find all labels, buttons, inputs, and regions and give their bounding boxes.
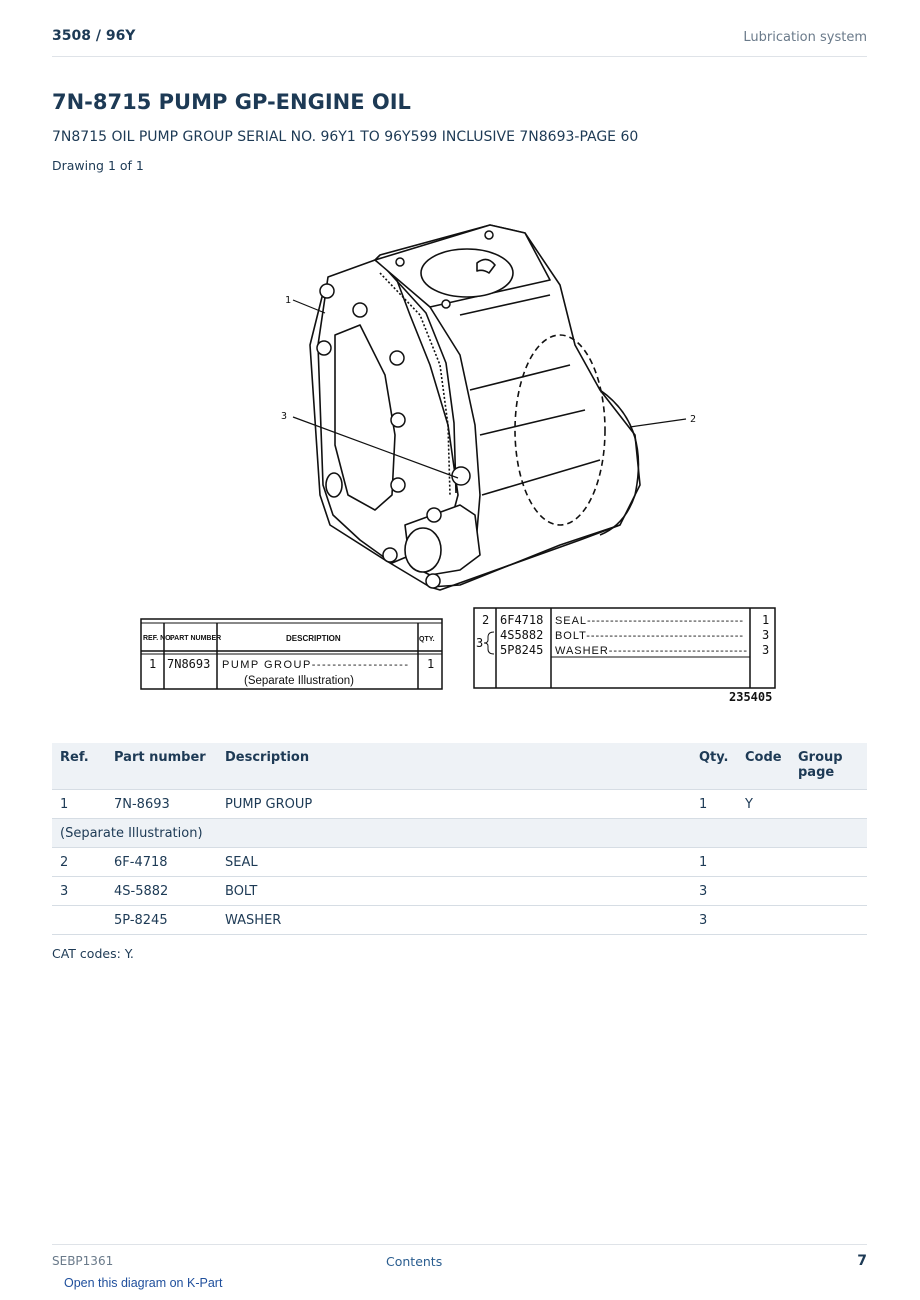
cell-group-page	[790, 790, 867, 819]
fig-left-part: 7N8693	[167, 657, 211, 671]
col-part-number: Part number	[106, 743, 217, 790]
cell-group-page	[790, 906, 867, 935]
fig-header-part: PART NUMBER	[170, 635, 222, 642]
fig-right-qty-1: 1	[762, 613, 770, 627]
cell-description: PUMP GROUP	[217, 790, 691, 819]
fig-left-note: (Separate Illustration)	[244, 675, 354, 687]
cell-note: (Separate Illustration)	[52, 819, 867, 848]
col-description: Description	[217, 743, 691, 790]
fig-header-ref: REF. NO.	[143, 635, 173, 642]
fig-left-desc: PUMP GROUP-------------------	[222, 659, 408, 671]
cell-ref: 3	[52, 877, 106, 906]
table-row	[52, 877, 867, 906]
illustration-number: 235405	[729, 690, 773, 704]
fig-right-desc-3: WASHER------------------------------	[555, 645, 747, 657]
cell-qty: 1	[691, 848, 737, 877]
cell-part-number: 7N-8693	[106, 790, 217, 819]
parts-table-header	[52, 743, 867, 790]
document-id: SEBP1361	[52, 1254, 114, 1268]
cell-code: Y	[737, 790, 790, 819]
cell-code	[737, 906, 790, 935]
cell-qty: 3	[691, 906, 737, 935]
cell-code	[737, 848, 790, 877]
page-header	[52, 28, 867, 57]
fig-right-desc-2: BOLT----------------------------------	[555, 630, 743, 642]
cell-part-number: 4S-5882	[106, 877, 217, 906]
fig-right-desc-1: SEAL----------------------------------	[555, 615, 743, 627]
pump-illustration	[310, 225, 640, 590]
contents-link[interactable]: Contents	[386, 1254, 443, 1269]
fig-right-part-3: 5P8245	[500, 643, 544, 657]
table-row	[52, 906, 867, 935]
cell-group-page	[790, 848, 867, 877]
callout-1: 1	[285, 295, 292, 306]
cell-description: WASHER	[217, 906, 691, 935]
fig-right-part-1: 6F4718	[500, 613, 544, 627]
section-label: Lubrication system	[743, 30, 867, 45]
cell-part-number: 6F-4718	[106, 848, 217, 877]
fig-right-qty-2: 3	[762, 628, 770, 642]
fig-header-qty: QTY.	[419, 636, 435, 643]
cat-codes: CAT codes: Y.	[52, 946, 134, 961]
cell-description: BOLT	[217, 877, 691, 906]
cell-description: SEAL	[217, 848, 691, 877]
col-group-page: Group page	[790, 743, 867, 790]
fig-right-qty-3: 3	[762, 643, 770, 657]
table-note-row	[52, 819, 867, 848]
parts-diagram[interactable]	[130, 195, 790, 715]
fig-right-ref-2: 2	[482, 613, 490, 627]
table-row	[52, 790, 867, 819]
drawing-count: Drawing 1 of 1	[52, 158, 144, 173]
page-title: 7N-8715 PUMP GP-ENGINE OIL	[52, 90, 411, 114]
fig-right-ref-3: 3	[476, 636, 484, 650]
fig-header-desc: DESCRIPTION	[286, 634, 341, 643]
fig-left-ref: 1	[149, 657, 157, 671]
cell-qty: 3	[691, 877, 737, 906]
callout-3: 3	[281, 411, 288, 422]
col-qty: Qty.	[691, 743, 737, 790]
fig-left-qty: 1	[427, 657, 435, 671]
cell-ref: 1	[52, 790, 106, 819]
cell-ref	[52, 906, 106, 935]
kpart-link[interactable]: Open this diagram on K-Part	[64, 1276, 223, 1290]
parts-table	[52, 743, 867, 935]
cell-qty: 1	[691, 790, 737, 819]
cell-part-number: 5P-8245	[106, 906, 217, 935]
col-ref: Ref.	[52, 743, 106, 790]
model-label: 3508 / 96Y	[52, 28, 136, 44]
callout-2: 2	[690, 414, 697, 425]
group-subtitle: 7N8715 OIL PUMP GROUP SERIAL NO. 96Y1 TO 96Y599 INCLUSIVE 7N8693-PAGE 60	[52, 129, 639, 145]
cell-code	[737, 877, 790, 906]
fig-right-part-2: 4S5882	[500, 628, 544, 642]
page-footer	[52, 1244, 867, 1269]
table-row	[52, 848, 867, 877]
cell-ref: 2	[52, 848, 106, 877]
page-number: 7	[857, 1253, 867, 1269]
col-code: Code	[737, 743, 790, 790]
cell-group-page	[790, 877, 867, 906]
